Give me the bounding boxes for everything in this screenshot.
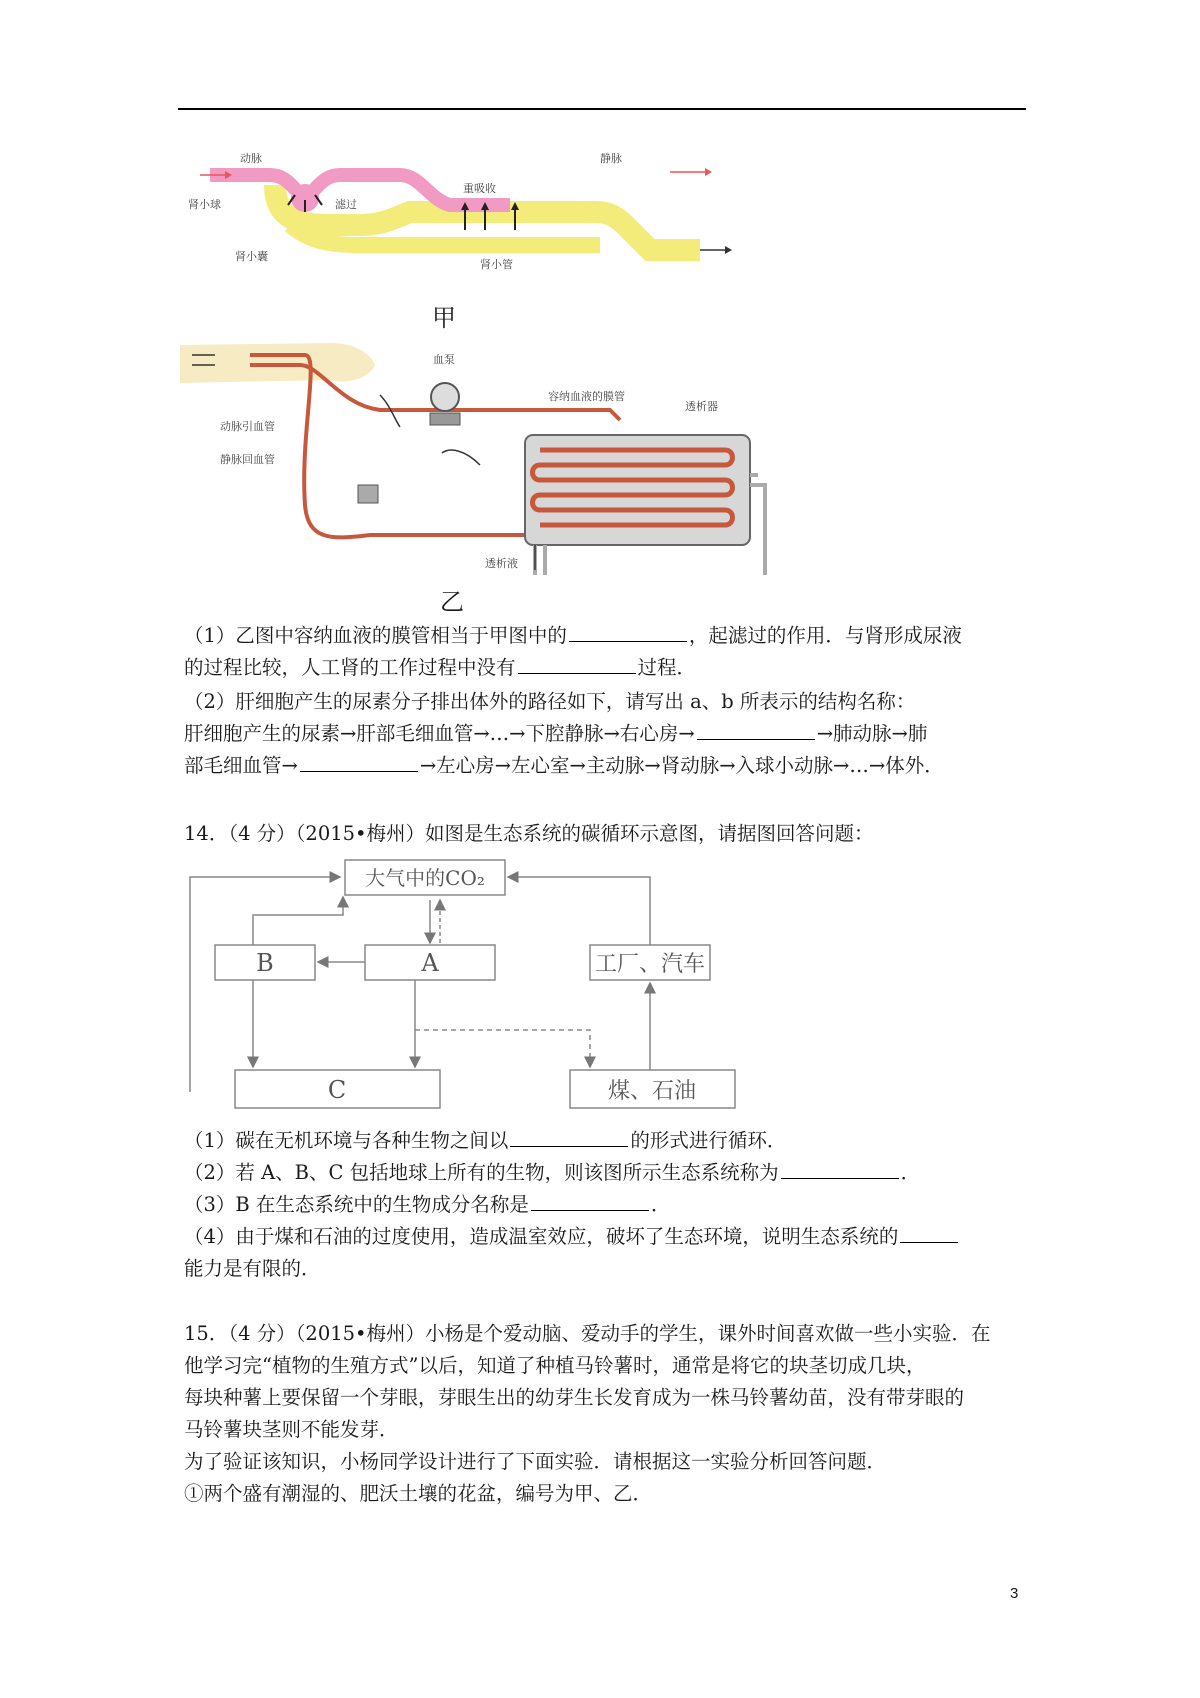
header-rule bbox=[178, 108, 1026, 110]
answer-blank[interactable] bbox=[697, 719, 815, 740]
q14-text: （4）由于煤和石油的过度使用，造成温室效应，破坏了生态环境，说明生态系统的 bbox=[184, 1225, 899, 1248]
label-factory: 工厂、汽车 bbox=[594, 952, 706, 977]
label-filtration: 滤过 bbox=[335, 198, 357, 211]
figure-yi-artificial-kidney bbox=[180, 335, 770, 575]
q14-text: （3）B 在生态系统中的生物成分名称是 bbox=[184, 1193, 529, 1216]
dialysate-outlet bbox=[750, 475, 765, 575]
label-glomerulus: 肾小球 bbox=[188, 198, 221, 211]
q14-text: ． bbox=[900, 1161, 921, 1184]
figure-jia-label: 甲 bbox=[432, 304, 456, 332]
pump-base bbox=[430, 413, 460, 425]
label-co2: 大气中的CO₂ bbox=[365, 866, 485, 890]
label-c: C bbox=[327, 1076, 347, 1104]
flow-arrow-2 bbox=[442, 450, 480, 465]
arrow-factory-to-co2 bbox=[508, 877, 650, 945]
q13-text: 部毛细血管→ bbox=[184, 754, 298, 777]
answer-blank[interactable] bbox=[781, 1158, 899, 1179]
label-reabsorption: 重吸收 bbox=[463, 182, 496, 195]
q13-line-1 bbox=[184, 620, 962, 652]
q15-line-3: 每块种薯上要保留一个芽眼，芽眼生出的幼芽生长发育成为一株马铃薯幼苗，没有带芽眼的 bbox=[184, 1386, 965, 1409]
q13-text: （1）乙图中容纳血液的膜管相当于甲图中的 bbox=[184, 624, 567, 647]
q14-line-3 bbox=[184, 1189, 670, 1221]
label-vein: 静脉 bbox=[600, 152, 622, 165]
q14-text: 的形式进行循环． bbox=[630, 1129, 787, 1152]
q13-text: 的过程比较，人工肾的工作过程中没有 bbox=[184, 656, 516, 679]
answer-blank[interactable] bbox=[900, 1222, 958, 1243]
q13-line-3: （2）肝细胞产生的尿素分子排出体外的路径如下，请写出 a、b 所表示的结构名称： bbox=[184, 690, 916, 713]
dialysate-inlet bbox=[535, 545, 545, 575]
arrow-a-to-coal bbox=[415, 1030, 590, 1067]
q14-line-5: 能力是有限的． bbox=[184, 1257, 321, 1280]
label-membrane-tube: 容纳血液的膜管 bbox=[548, 390, 625, 403]
label-vein-tube: 静脉回血管 bbox=[220, 453, 275, 466]
page-number: 3 bbox=[1010, 1585, 1019, 1602]
q15-line-2: 他学习完“植物的生殖方式”以后，知道了种植马铃薯时，通常是将它的块茎切成几块， bbox=[184, 1354, 926, 1377]
q14-heading: 14．（4 分）（2015•梅州）如图是生态系统的碳循环示意图，请据图回答问题： bbox=[184, 822, 874, 845]
q14-line-2 bbox=[184, 1157, 920, 1189]
q14-line-1 bbox=[184, 1125, 786, 1157]
q13-text: →肺动脉→肺 bbox=[816, 722, 928, 745]
answer-blank[interactable] bbox=[531, 1190, 649, 1211]
q14-text: （1）碳在无机环境与各种生物之间以 bbox=[184, 1129, 509, 1152]
clamp bbox=[358, 485, 378, 503]
q15-line-6: ①两个盛有潮湿的、肥沃土壤的花盆，编号为甲、乙． bbox=[184, 1482, 653, 1505]
figure-yi-label: 乙 bbox=[440, 588, 464, 616]
q15-line-1: 15．（4 分）（2015•梅州）小杨是个爱动脑、爱动手的学生，课外时间喜欢做一些小实验．在 bbox=[184, 1322, 991, 1345]
label-b: B bbox=[256, 949, 274, 977]
q15-line-5: 为了验证该知识，小杨同学设计进行了下面实验．请根据这一实验分析回答问题． bbox=[184, 1450, 887, 1473]
arrow-c-to-co2 bbox=[190, 877, 340, 1092]
answer-blank[interactable] bbox=[569, 621, 687, 642]
label-artery: 动脉 bbox=[240, 152, 262, 165]
label-coal: 煤、石油 bbox=[607, 1079, 697, 1104]
q14-text: ． bbox=[650, 1193, 671, 1216]
label-dialyzer: 透析器 bbox=[685, 400, 718, 413]
label-artery-tube: 动脉引血管 bbox=[220, 420, 275, 433]
label-tubule: 肾小管 bbox=[480, 258, 513, 271]
answer-blank[interactable] bbox=[300, 751, 418, 772]
figure-jia-nephron bbox=[180, 150, 760, 280]
arrow-b-to-co2 bbox=[253, 897, 343, 945]
q13-text: →左心房→左心室→主动脉→肾动脉→入球小动脉→…→体外． bbox=[419, 754, 944, 777]
q14-line-4 bbox=[184, 1221, 960, 1253]
q13-text: 肝细胞产生的尿素→肝部毛细血管→…→下腔静脉→右心房→ bbox=[184, 722, 695, 745]
label-capsule: 肾小囊 bbox=[235, 250, 268, 263]
label-dialysate: 透析液 bbox=[485, 557, 518, 570]
answer-blank[interactable] bbox=[510, 1126, 628, 1147]
label-a: A bbox=[421, 949, 439, 977]
answer-blank[interactable] bbox=[518, 653, 636, 674]
label-pump: 血泵 bbox=[433, 353, 455, 366]
q13-line-2 bbox=[184, 652, 696, 684]
q13-line-4 bbox=[184, 718, 927, 750]
carbon-cycle-diagram bbox=[185, 855, 755, 1115]
q13-line-5 bbox=[184, 750, 944, 782]
q13-text: ，起滤过的作用．与肾形成尿液 bbox=[688, 624, 962, 647]
q15-line-4: 马铃薯块茎则不能发芽． bbox=[184, 1418, 399, 1441]
q13-text: 过程． bbox=[637, 656, 697, 679]
pump-circle bbox=[431, 383, 459, 411]
q14-text: （2）若 A、B、C 包括地球上所有的生物，则该图所示生态系统称为 bbox=[184, 1161, 779, 1184]
